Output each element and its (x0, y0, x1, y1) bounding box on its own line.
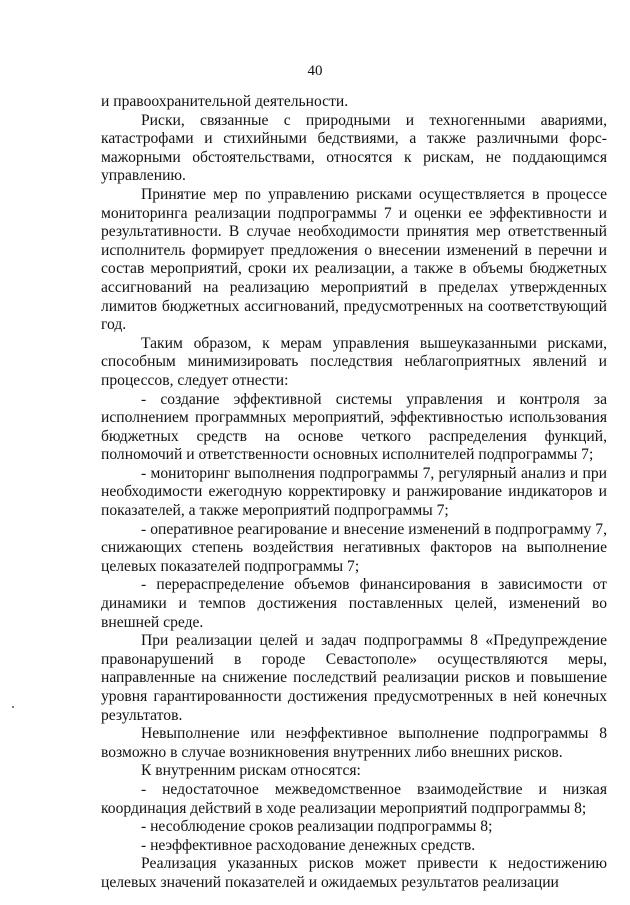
paragraph-risk-management: Принятие мер по управлению рисками осуществляется в процессе мониторинга реализации подпрограммы 7 и оценки ее эффективности и результативности. В случае необходимости принятия мер ответственный исполнитель формирует предложения о внесении изменений в перечни и состав мероприятий, сроки их реализации, а также в объемы бюджетных ассигнований на реализацию мероприятий в пределах утвержденных лимитов бюджетных ассигнований, предусмотренных на соответствующий год. (101, 185, 607, 334)
page-number: 40 (307, 63, 323, 79)
paragraph-consequences: Реализация указанных рисков может привести к недостижению целевых значений показателей и ожидаемых результатов реализации (101, 855, 607, 891)
list-item-spending: - неэффективное расходование денежных средств. (141, 836, 476, 854)
paragraph-continuation: и правоохранительной деятельности. (101, 93, 349, 110)
list-item-redistribution: - перераспределение объемов финансирования в зависимости от динамики и темпов достижения поставленных целей, изменений во внешней среде. (101, 576, 607, 631)
list-item-deadlines: - несоблюдение сроков реализации подпрограммы 8; (141, 818, 493, 836)
paragraph-internal-risks-heading: К внутренним рискам относятся: (141, 762, 361, 780)
document-body (101, 93, 607, 893)
paragraph-subprogram-8: При реализации целей и задач подпрограммы 8 «Предупреждение правонарушений в городе Севастополе» осуществляются меры, направленные на снижение последствий реализации рисков и повышение уровня гарантированности достижения предусмотренных в ней конечных результатов. (101, 632, 607, 724)
paragraph-uncontrollable-risks: Риски, связанные с природными и техногенными авариями, катастрофами и стихийными бедствиями, а также различными форс-мажорными обстоятельствами, относятся к рискам, не поддающимся управлению. (101, 111, 607, 185)
paragraph-non-fulfillment: Невыполнение или неэффективное выполнение подпрограммы 8 возможно в случае возникновения внутренних либо внешних рисков. (101, 725, 607, 761)
list-item-monitoring: - мониторинг выполнения подпрограммы 7, регулярный анализ и при необходимости ежегодную корректировку и ранжирование индикаторов и показателей, а также мероприятий подпрограммы 7; (101, 464, 607, 520)
list-item-operational-response: - оперативное реагирование и внесение изменений в подпрограмму 7, снижающих степень воздействия негативных факторов на выполнение целевых показателей подпрограммы 7; (101, 520, 607, 575)
list-item-coordination: - недостаточное межведомственное взаимодействие и низкая координация действий в ходе реализации мероприятий подпрограммы 8; (101, 780, 607, 817)
margin-speck (12, 706, 14, 708)
paragraph-measures-intro: Таким образом, к мерам управления вышеуказанными рисками, способным минимизировать последствия неблагоприятных явлений и процессов, следует отнести: (101, 334, 607, 389)
list-item-control-system: - создание эффективной системы управления и контроля за исполнением программных мероприятий, эффективностью использования бюджетных средств на основе четкого распределения функций, полномочий и ответственности основных исполнителей подпрограммы 7; (101, 390, 607, 464)
